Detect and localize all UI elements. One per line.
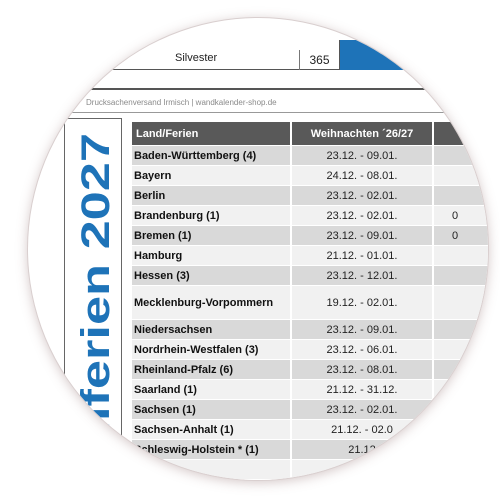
- state-name: Schleswig-Holstein * (1): [132, 440, 290, 459]
- state-name: Rheinland-Pfalz (6): [132, 360, 290, 379]
- next-column-cell: [434, 246, 488, 265]
- next-column-cell: [434, 460, 488, 479]
- table-header-row: [132, 122, 488, 146]
- weihnachten-dates: 24.12. - 08.01.: [292, 166, 432, 185]
- table-row: [132, 246, 488, 266]
- next-column-cell: [434, 266, 488, 285]
- table-row: [132, 146, 488, 166]
- table-row: [132, 440, 488, 460]
- table-row: [132, 166, 488, 186]
- weihnachten-dates: 23.12. - 12.01.: [292, 266, 432, 285]
- holiday-table: [132, 122, 488, 480]
- table-row: [132, 460, 488, 480]
- next-column-cell: [434, 420, 488, 439]
- publisher-credit: Drucksachenversand Irmisch | wandkalender-shop.de: [86, 98, 277, 107]
- weihnachten-dates: 23.12. - 02.01.: [292, 206, 432, 225]
- next-column-cell: [434, 320, 488, 339]
- next-column-cell: [434, 380, 488, 399]
- weihnachten-dates: 23.12. - 09.01.: [292, 320, 432, 339]
- next-column-cell: [434, 440, 488, 459]
- table-row: [132, 360, 488, 380]
- table-row: [132, 340, 488, 360]
- state-name: Bremen (1): [132, 226, 290, 245]
- next-column-cell: [434, 146, 488, 165]
- state-name: Bayern: [132, 166, 290, 185]
- next-column-cell: [434, 400, 488, 419]
- weihnachten-dates: 21.12: [292, 440, 432, 459]
- calendar-sheet: [28, 18, 488, 480]
- state-name: Niedersachsen: [132, 320, 290, 339]
- table-row: [132, 206, 488, 226]
- state-name: Sachsen (1): [132, 400, 290, 419]
- weihnachten-dates: 19.12. - 02.01.: [292, 286, 432, 319]
- next-column-cell: [434, 286, 488, 319]
- silvester-label: Silvester: [175, 52, 218, 64]
- weihnachten-dates: 23.12. - 06.01.: [292, 340, 432, 359]
- state-name: Brandenburg (1): [132, 206, 290, 225]
- vertical-title: [67, 119, 121, 459]
- weihnachten-dates: 23.12. - 09.01.: [292, 146, 432, 165]
- vertical-title-text: ulferien 2027: [74, 208, 118, 453]
- next-column-cell: [434, 340, 488, 359]
- state-name: Baden-Württemberg (4): [132, 146, 290, 165]
- table-row: [132, 320, 488, 340]
- next-column-cell: [434, 186, 488, 205]
- weihnachten-dates: 23.12. - 02.01.: [292, 186, 432, 205]
- next-column-cell: 0: [434, 226, 488, 245]
- vertical-title-svg: [67, 119, 121, 459]
- weihnachten-dates: 23.12. - 02.01.: [292, 400, 432, 419]
- table-row: [132, 226, 488, 246]
- table-row: [132, 380, 488, 400]
- column-header-next: [434, 122, 488, 145]
- next-column-cell: [434, 360, 488, 379]
- weihnachten-dates: 21.12. - 02.0: [292, 420, 432, 439]
- table-body: [132, 146, 488, 480]
- table-row: [132, 266, 488, 286]
- weihnachten-dates: 23.12. - 08.01.: [292, 360, 432, 379]
- state-name: Mecklenburg-Vorpommern: [132, 286, 290, 319]
- next-column-cell: 0: [434, 206, 488, 225]
- title-panel: [64, 118, 122, 480]
- silvester-row: [78, 40, 340, 70]
- state-name: Nordrhein-Westfalen (3): [132, 340, 290, 359]
- weihnachten-dates: 23.12. - 09.01.: [292, 226, 432, 245]
- state-name: en (1): [132, 460, 290, 479]
- next-column-cell: [434, 166, 488, 185]
- divider-line-thin: [68, 112, 488, 113]
- table-row: [132, 400, 488, 420]
- column-header-land: Land/Ferien: [132, 122, 290, 145]
- table-row: [132, 286, 488, 320]
- state-name: Hessen (3): [132, 266, 290, 285]
- table-row: [132, 420, 488, 440]
- weihnachten-dates: 21.12. - 01.01.: [292, 246, 432, 265]
- magnifier-lens: [28, 18, 488, 480]
- blue-accent-block: [340, 40, 488, 70]
- state-name: Hamburg: [132, 246, 290, 265]
- state-name: Sachsen-Anhalt (1): [132, 420, 290, 439]
- state-name: Saarland (1): [132, 380, 290, 399]
- divider-line: [28, 88, 488, 90]
- weihnachten-dates: 21.12. - 31.12.: [292, 380, 432, 399]
- silvester-day-number: 365: [299, 50, 339, 70]
- weihnachten-dates: [292, 460, 432, 479]
- table-row: [132, 186, 488, 206]
- state-name: Berlin: [132, 186, 290, 205]
- column-header-weihnachten: Weihnachten ´26/27: [292, 122, 432, 145]
